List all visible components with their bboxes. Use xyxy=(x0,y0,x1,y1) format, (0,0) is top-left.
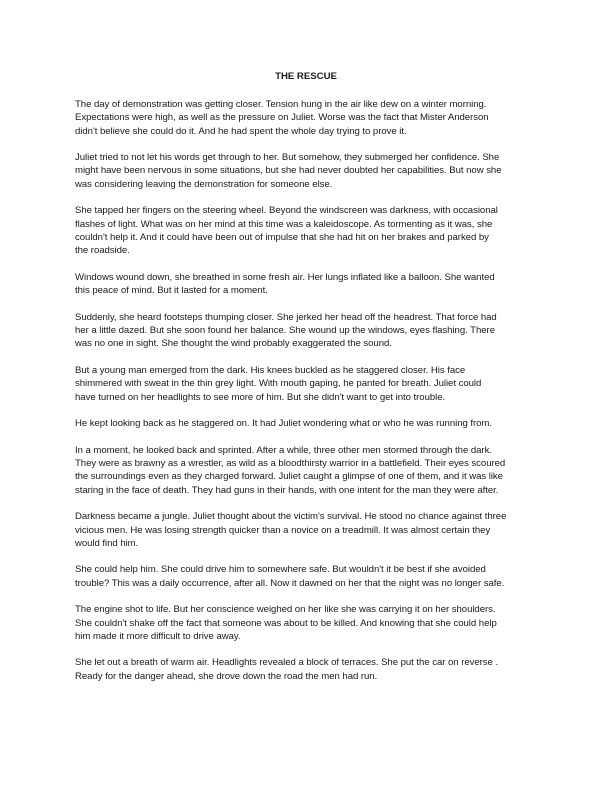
text-line: the surroundings even as they charged forward. Juliet caught a glimpse of one of them, and it was like xyxy=(75,471,503,483)
text-line: was considering leaving the demonstration for someone else. xyxy=(75,178,333,190)
text-line: He kept looking back as he staggered on. It had Juliet wondering what or who he was running from. xyxy=(75,418,492,430)
paragraph xyxy=(75,563,545,590)
text-line: Suddenly, she heard footsteps thumping closer. She jerked her head off the headrest. That force had xyxy=(75,311,497,323)
text-line: would find him. xyxy=(75,537,139,549)
text-line: Expectations were high, as well as the pressure on Juliet. Worse was the fact that Mister Anderson xyxy=(75,112,489,124)
paragraph xyxy=(75,417,545,430)
text-line: The day of demonstration was getting closer. Tension hung in the air like dew on a winter morning. xyxy=(75,99,487,110)
text-line: She tapped her fingers on the steering wheel. Beyond the windscreen was darkness, with occasional xyxy=(75,205,498,217)
text-line: Darkness became a jungle. Juliet thought about the victim's survival. He stood no chance against three xyxy=(75,511,507,523)
document-title: THE RESCUE xyxy=(275,71,337,82)
text-line: Windows wound down, she breathed in some fresh air. Her lungs inflated like a balloon. She wanted xyxy=(75,271,495,283)
text-line: Ready for the danger ahead, she drove down the road the men had run. xyxy=(75,670,378,682)
text-line: The engine shot to life. But her conscience weighed on her like she was carrying it on her shoulders. xyxy=(75,604,496,616)
text-line: staring in the face of death. They had guns in their hands, with one intent for the man they were after. xyxy=(75,484,499,496)
text-line: the roadside. xyxy=(75,245,130,257)
text-line: Juliet tried to not let his words get through to her. But somehow, they submerged her confidence. She xyxy=(75,152,500,164)
paragraph xyxy=(75,444,545,497)
paragraph xyxy=(75,311,545,351)
paragraph xyxy=(75,656,545,683)
text-line: couldn't help it. And it could have been out of impulse that she had hit on her brakes and parked by xyxy=(75,231,489,243)
text-line: She could help him. She could drive him to somewhere safe. But wouldn't it be best if she avoided xyxy=(75,564,486,576)
text-line: She couldn't shake off the fact that someone was about to be killed. And knowing that she could help xyxy=(75,617,497,629)
text-line: But a young man emerged from the dark. His knees buckled as he staggered closer. His face xyxy=(75,364,466,376)
text-line: shimmered with sweat in the thin grey light. With mouth gaping, he panted for breath. Juliet could xyxy=(75,378,482,390)
text-line: didn't believe she could do it. And he had spent the whole day trying to prove it. xyxy=(75,125,407,137)
text-line: this peace of mind. But it lasted for a moment. xyxy=(75,285,268,297)
document-body xyxy=(75,98,545,696)
paragraph xyxy=(75,271,545,298)
paragraph xyxy=(75,204,545,257)
text-line: him made it more difficult to drive away. xyxy=(75,630,241,642)
paragraph xyxy=(75,603,545,643)
paragraph xyxy=(75,151,545,191)
text-line: have turned on her headlights to see more of him. But she didn't want to get into trouble. xyxy=(75,391,446,403)
paragraph xyxy=(75,364,545,404)
text-line: her a little dazed. But she soon found her balance. She wound up the windows, eyes flashing. There xyxy=(75,325,495,337)
text-line: was no one in sight. She thought the wind probably exaggerated the sound. xyxy=(75,338,392,350)
text-line: might have been nervous in some situations, but she had never doubted her capabilities. But now she xyxy=(75,165,502,177)
text-line: In a moment, he looked back and sprinted. After a while, three other men stormed through the dark. xyxy=(75,444,492,456)
text-line: trouble? This was a daily occurrence, after all. Now it dawned on her that the night was no longer safe. xyxy=(75,577,505,589)
text-line: flashes of light. What was on her mind at this time was a kaleidoscope. As tormenting as it was, she xyxy=(75,218,493,230)
paragraph xyxy=(75,510,545,550)
paragraph xyxy=(75,98,545,138)
text-line: She let out a breath of warm air. Headlights revealed a block of terraces. She put the car on reverse . xyxy=(75,657,499,669)
text-line: They were as brawny as a wrestler, as wild as a bloodthirsty warrior in a battlefield. Their eyes scoured xyxy=(75,458,506,470)
text-line: vicious men. He was losing strength quicker than a novice on a treadmill. It was almost certain they xyxy=(75,524,491,536)
